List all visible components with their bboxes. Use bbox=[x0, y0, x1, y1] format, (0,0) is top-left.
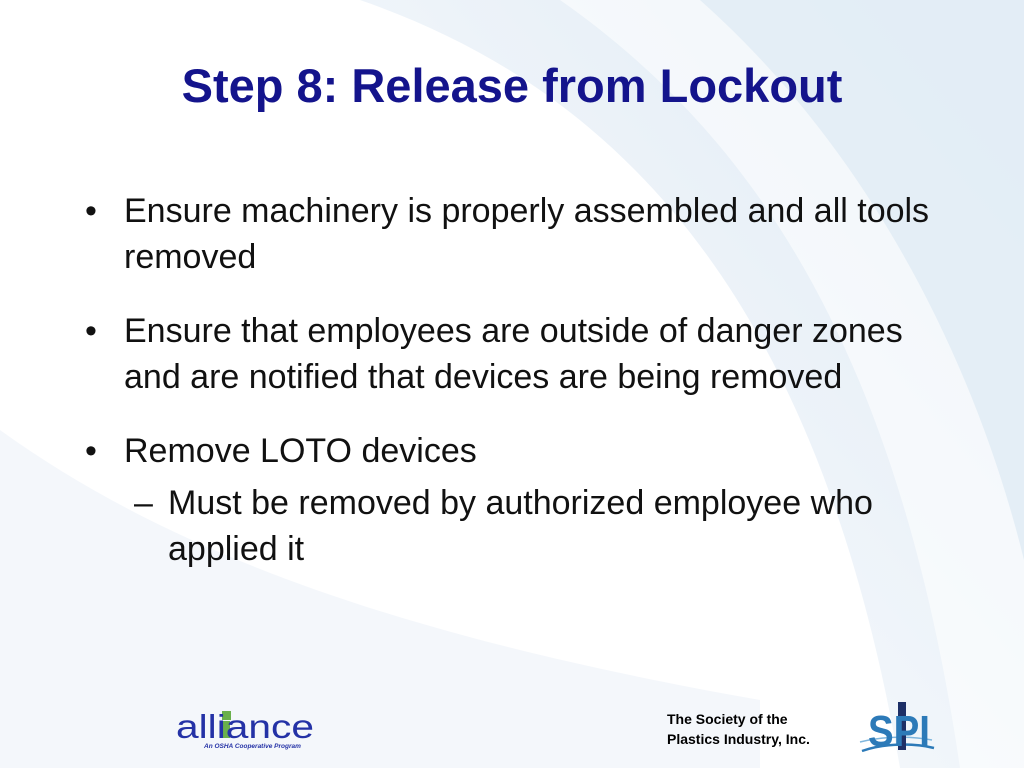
alliance-tagline: An OSHA Cooperative Program bbox=[204, 743, 301, 750]
bullet-list bbox=[83, 188, 963, 600]
bullet-text: Ensure that employees are outside of danger zones and are notified that devices are being removed bbox=[124, 312, 903, 396]
slide-title: Step 8: Release from Lockout bbox=[181, 59, 843, 112]
bullet-item bbox=[83, 308, 963, 400]
sub-bullet-text: Must be removed by authorized employee who applied it bbox=[168, 484, 873, 568]
spi-name-text bbox=[667, 709, 847, 749]
spi-logo-mark: SPI bbox=[868, 707, 930, 756]
bullet-text: Remove LOTO devices bbox=[124, 432, 477, 470]
sub-bullet-list bbox=[124, 480, 963, 572]
bullet-text: Ensure machinery is properly assembled and all tools removed bbox=[124, 192, 930, 276]
sub-bullet-item bbox=[124, 480, 963, 572]
spi-name-line2: Plastics Industry, Inc. bbox=[667, 731, 810, 747]
alliance-logo bbox=[176, 698, 318, 754]
alliance-wordmark: alliance bbox=[176, 708, 314, 745]
dash-marker: – bbox=[134, 484, 153, 522]
bullet-item bbox=[83, 188, 963, 280]
spi-logo bbox=[858, 696, 936, 756]
bullet-item bbox=[83, 428, 963, 572]
spi-name-line1: The Society of the bbox=[667, 711, 788, 727]
